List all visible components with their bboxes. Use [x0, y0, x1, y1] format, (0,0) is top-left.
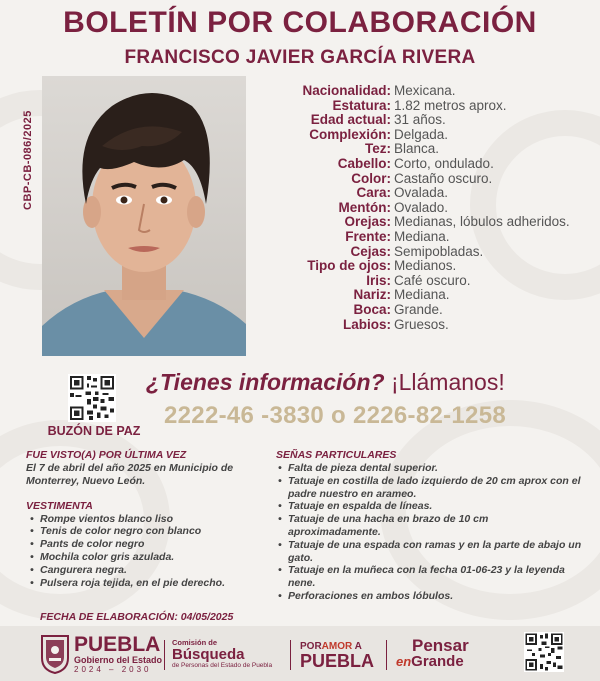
pensar-text: Pensar: [412, 636, 469, 655]
last-seen-title: FUE VISTO(A) POR ÚLTIMA VEZ: [26, 449, 187, 461]
attribute-row: [260, 303, 590, 318]
mark-item: • Tatuaje en la muñeca con la fecha 01-06-23 y la leyenda nene.: [276, 564, 582, 590]
phone-number-2[interactable]: 2226-82-1258: [352, 402, 506, 429]
physical-attributes: [260, 84, 590, 332]
phone-connector: o: [331, 402, 346, 429]
mark-item: • Falta de pieza dental superior.: [276, 462, 582, 475]
last-seen-text: El 7 de abril del año 2025 en Municipio de Monterrey, Nuevo León.: [26, 462, 234, 487]
qr-code-icon[interactable]: [68, 374, 116, 422]
attribute-value: Ovalado.: [394, 199, 449, 215]
case-id: CBP-CB-086/2025: [22, 110, 34, 210]
elaboration-date: FECHA DE ELABORACIÓN: 04/05/2025: [40, 611, 234, 623]
info-question-text: ¿Tienes información?: [146, 369, 385, 395]
attribute-row: [260, 142, 590, 157]
attribute-row: [260, 215, 590, 230]
mark-item: • Tatuaje en costilla de lado izquierdo de 20 cm aprox con el padre nuestro en arameo.: [276, 475, 582, 501]
attribute-label: Iris:: [366, 272, 391, 288]
attribute-value: Grande.: [394, 301, 443, 317]
attribute-row: [260, 157, 590, 172]
comision-subtitle: de Personas del Estado de Puebla: [172, 662, 273, 669]
amor-text: AMOR: [321, 641, 353, 652]
person-photo: [42, 76, 246, 356]
attribute-label: Estatura:: [332, 97, 391, 113]
attribute-label: Color:: [351, 170, 391, 186]
phone-numbers: [164, 402, 506, 430]
attribute-row: [260, 230, 590, 245]
por-amor-a-puebla-logo: [300, 640, 375, 671]
clothing-list: [26, 513, 276, 590]
info-question: [146, 369, 505, 396]
en-grande-line: [396, 654, 469, 670]
left-details-column: [26, 449, 276, 589]
attribute-value: Ovalada.: [394, 185, 449, 201]
attribute-label: Nariz:: [353, 287, 391, 303]
attribute-label: Frente:: [345, 228, 391, 244]
comision-busqueda-logo: [172, 638, 272, 670]
clothing-item: • Rompe vientos blanco liso: [26, 513, 276, 526]
puebla-government-logo: [74, 634, 162, 675]
attribute-value: 31 años.: [394, 112, 446, 128]
buzon-de-paz-label: BUZÓN DE PAZ: [47, 424, 141, 438]
attribute-value: Mediana.: [394, 287, 450, 303]
footer-divider: [386, 640, 387, 670]
attribute-label: Mentón:: [338, 199, 391, 215]
attribute-row: [260, 288, 590, 303]
clothing-item: • Pulsera roja tejida, en el pie derecho.: [26, 577, 276, 590]
attribute-value: Delgada.: [394, 126, 449, 142]
call-to-action: ¡Llámanos!: [390, 369, 505, 395]
comision-label: Comisión de: [172, 638, 218, 647]
mark-item: • Tatuaje de una hacha en brazo de 10 cm aproximadamente.: [276, 513, 582, 539]
clothing-item: • Pants de color negro: [26, 538, 276, 551]
en-text: en: [396, 654, 412, 669]
attribute-value: Semipobladas.: [394, 243, 484, 259]
attribute-label: Edad actual:: [310, 112, 391, 128]
person-name: FRANCISCO JAVIER GARCÍA RIVERA: [124, 47, 476, 68]
attribute-label: Nacionalidad:: [302, 83, 391, 98]
mark-item: • Tatuaje en espalda de líneas.: [276, 500, 582, 513]
attribute-value: Café oscuro.: [394, 272, 471, 288]
attribute-row: [260, 318, 590, 333]
puebla-logo-title: PUEBLA: [74, 633, 161, 656]
attribute-value: Medianas, lóbulos adheridos.: [394, 214, 570, 230]
puebla-logo-subtitle: Gobierno del Estado: [74, 655, 163, 665]
crest-graphic: [40, 632, 70, 674]
footer-qr-code-icon[interactable]: [524, 632, 564, 672]
attribute-value: Castaño oscuro.: [394, 170, 493, 186]
attribute-label: Orejas:: [344, 214, 391, 230]
person-photo-illustration: [42, 76, 246, 356]
attribute-label: Boca:: [353, 301, 391, 317]
clothing-item: • Cangurera negra.: [26, 564, 276, 577]
clothing-title: VESTIMENTA: [26, 499, 93, 512]
clothing-item: • Mochila color gris azulada.: [26, 551, 276, 564]
attribute-value: Mediana.: [394, 228, 450, 244]
attribute-row: [260, 259, 590, 274]
attribute-label: Tez:: [365, 141, 391, 157]
attribute-label: Cabello:: [337, 155, 391, 171]
comision-name: Búsqueda: [172, 646, 245, 663]
attribute-value: Mexicana.: [394, 83, 456, 98]
attribute-label: Complexión:: [309, 126, 391, 142]
attribute-row: [260, 186, 590, 201]
state-crest-icon: [40, 632, 70, 674]
phone-number-1[interactable]: 2222-46 -3830: [164, 402, 325, 429]
attribute-row: [260, 113, 590, 128]
footer-divider: [290, 640, 291, 670]
attribute-value: Medianos.: [394, 258, 457, 274]
distinguishing-marks-column: [276, 449, 582, 603]
a-text: A: [354, 641, 362, 652]
attribute-row: [260, 99, 590, 114]
mark-item: • Tatuaje de una espada con ramas y en la parte de abajo un gato.: [276, 539, 582, 565]
grande-text: Grande: [411, 653, 464, 670]
puebla-logo-years: 2024 – 2030: [74, 665, 152, 674]
attribute-row: [260, 128, 590, 143]
marks-list: [276, 462, 582, 603]
pensar-en-grande-logo: [396, 638, 469, 670]
footer-divider: [164, 640, 165, 670]
qr-code-graphic: [68, 374, 116, 422]
attribute-row: [260, 274, 590, 289]
attribute-value: Gruesos.: [394, 316, 449, 332]
attribute-value: 1.82 metros aprox.: [394, 97, 507, 113]
attribute-row: [260, 84, 590, 99]
attribute-label: Cejas:: [350, 243, 391, 259]
attribute-row: [260, 172, 590, 187]
attribute-label: Labios:: [342, 316, 391, 332]
attribute-row: [260, 245, 590, 260]
attribute-row: [260, 201, 590, 216]
por-text: POR: [300, 641, 322, 652]
attribute-value: Blanca.: [394, 141, 440, 157]
clothing-item: • Tenis de color negro con blanco: [26, 525, 276, 538]
attribute-label: Tipo de ojos:: [307, 258, 391, 274]
marks-title: SEÑAS PARTICULARES: [276, 449, 397, 461]
attribute-value: Corto, ondulado.: [394, 155, 494, 171]
mark-item: • Perforaciones en ambos lóbulos.: [276, 590, 582, 603]
bulletin-title: BOLETÍN POR COLABORACIÓN: [63, 6, 537, 39]
puebla-text: PUEBLA: [300, 651, 375, 671]
footer-qr-graphic: [524, 632, 564, 672]
attribute-label: Cara:: [356, 185, 391, 201]
